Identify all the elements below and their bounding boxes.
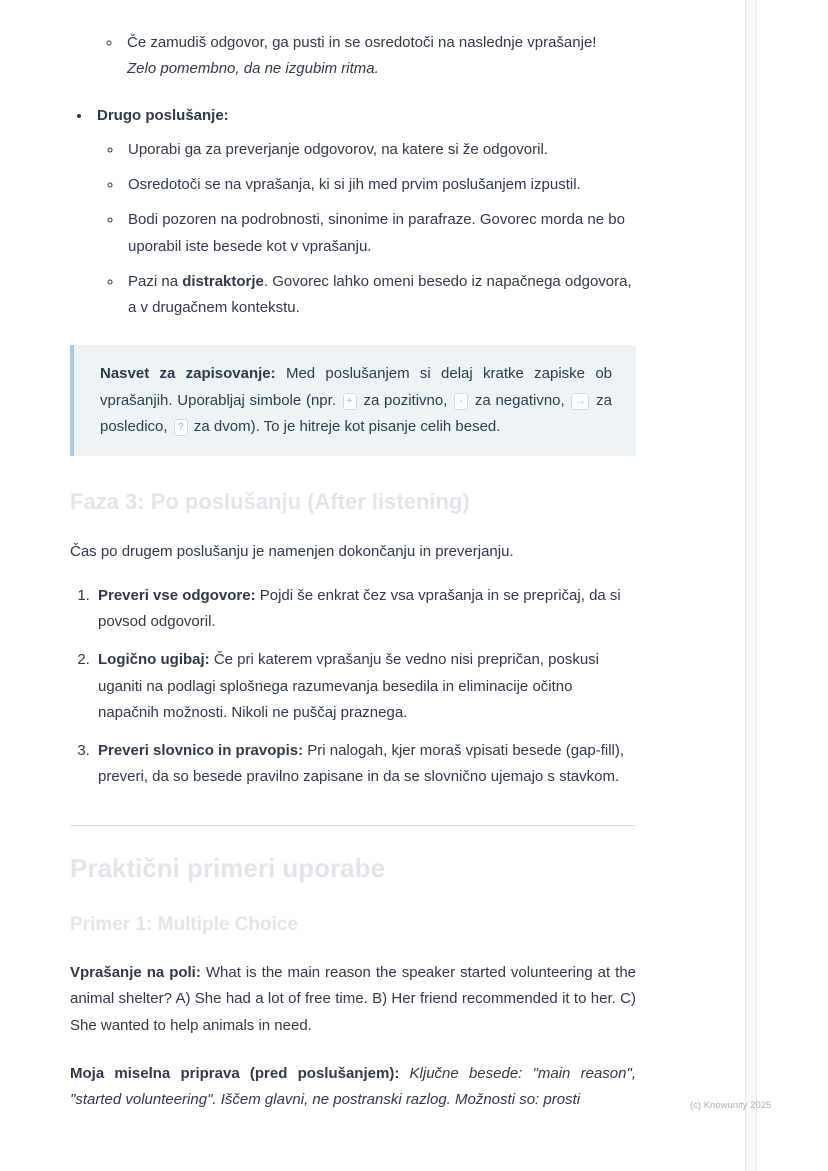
callout-lead: Nasvet za zapisovanje: bbox=[100, 365, 276, 383]
missed-answer-note: Zelo pomembno, da ne izgubim ritma. bbox=[127, 60, 379, 78]
phase3-steps-list bbox=[70, 583, 636, 791]
tip-callout bbox=[70, 345, 636, 456]
step-text: Pri nalogah, kjer moraš vpisati besede (gap-fill), preveri, da so besede pravilno zapisane in da se slovnično ujemajo s stavkom. bbox=[98, 742, 625, 786]
distractors-term: distraktorje bbox=[182, 272, 264, 290]
scrollbar-track[interactable] bbox=[745, 0, 757, 1171]
copyright-text: (c) Knowunity 2025 bbox=[690, 1100, 772, 1111]
prep-lead: Moja miselna priprava (pred poslušanjem): bbox=[70, 1064, 400, 1082]
missed-answer-list bbox=[70, 30, 636, 83]
question-key-icon: ? bbox=[174, 419, 188, 436]
list-item bbox=[123, 172, 636, 198]
list-item bbox=[123, 137, 636, 163]
question-lead: Vprašanje na poli: bbox=[70, 964, 201, 982]
section-divider bbox=[70, 825, 636, 826]
plus-key-icon: + bbox=[343, 393, 357, 410]
second-listening-sublist bbox=[97, 137, 636, 322]
step-lead: Logično ugibaj: bbox=[98, 651, 210, 669]
step-text: Pojdi še enkrat čez vsa vprašanja in se prepričaj, da si povsod odgovoril. bbox=[98, 586, 621, 631]
example1-prep bbox=[70, 1061, 636, 1114]
example1-heading: Primer 1: Multiple Choice bbox=[70, 914, 299, 936]
phase3-heading: Faza 3: Po poslušanju (After listening) bbox=[70, 489, 470, 514]
prep-text: Ključne besede: "main reason", "started volunteering". Iščem glavni, ne postranski razlog. Možnosti so: prosti bbox=[70, 1064, 636, 1109]
callout-text: za posledico, bbox=[100, 391, 612, 435]
callout-text: Med poslušanjem si delaj kratke zapiske ob vprašanjih. Uporabljaj simbole (npr. bbox=[100, 365, 613, 409]
step-lead: Preveri slovnico in pravopis: bbox=[98, 742, 304, 760]
callout-text: za pozitivno, bbox=[358, 391, 453, 409]
strategy-list bbox=[70, 103, 636, 322]
example1-question bbox=[70, 960, 636, 1039]
callout-text: za negativno, bbox=[470, 391, 570, 409]
step-lead: Preveri vse odgovore: bbox=[98, 586, 256, 604]
practical-heading: Praktični primeri uporabe bbox=[70, 852, 385, 883]
callout-text: za dvom). To je hitreje kot pisanje celih besed. bbox=[189, 417, 501, 435]
sublist-item-text: Osredotoči se na vprašanja, ki si jih med prvim poslušanjem izpustil. bbox=[128, 176, 581, 193]
second-listening-label: Drugo poslušanje: bbox=[97, 106, 229, 124]
sublist-item-text: . Govorec lahko omeni besedo iz napačnega odgovora, a v drugačnem kontekstu. bbox=[128, 272, 632, 316]
sublist-item-text: Uporabi ga za preverjanje odgovorov, na katere si že odgovoril. bbox=[128, 140, 548, 158]
sublist-item-text: Pazi na bbox=[128, 272, 183, 290]
list-item-missed-answer bbox=[122, 30, 636, 83]
document-content bbox=[70, 30, 636, 1113]
step-item bbox=[94, 738, 636, 791]
question-text: What is the main reason the speaker started volunteering at the animal shelter? A) She had a lot of free time. B) Her friend recommended it to her. C) She wanted to help animals in need. bbox=[70, 964, 637, 1034]
phase3-intro: Čas po drugem poslušanju je namenjen dokončanju in preverjanju. bbox=[70, 542, 514, 560]
step-item bbox=[94, 583, 636, 636]
list-item bbox=[123, 207, 636, 260]
missed-answer-text: Če zamudiš odgovor, ga pusti in se osredotoči na naslednje vprašanje! bbox=[127, 34, 597, 51]
list-item-second-listening bbox=[92, 103, 636, 322]
arrow-key-icon: → bbox=[571, 393, 589, 410]
step-text: Če pri katerem vprašanju še vedno nisi prepričan, poskusi uganiti na podlagi splošnega razumevanja besedila in eliminacije očitno napačnih možnosti. Nikoli ne puščaj praznega. bbox=[98, 651, 600, 721]
minus-key-icon: - bbox=[454, 393, 468, 410]
sublist-item-text: Bodi pozoren na podrobnosti, sinonime in parafraze. Govorec morda ne bo uporabil iste besede kot v vprašanju. bbox=[128, 211, 625, 255]
step-item bbox=[94, 647, 636, 726]
list-item bbox=[123, 269, 636, 322]
